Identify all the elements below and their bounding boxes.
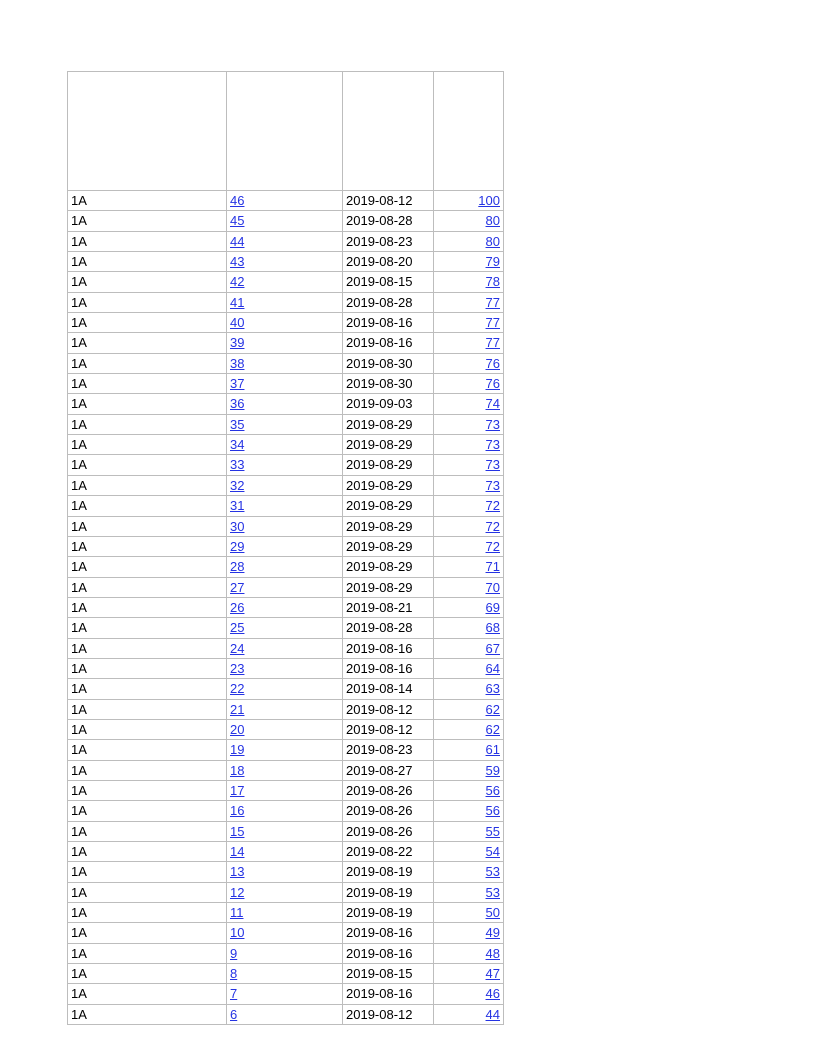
id-cell: [227, 577, 343, 597]
id-link[interactable]: 24: [230, 640, 245, 656]
id-cell: [227, 679, 343, 699]
id-link[interactable]: 31: [230, 498, 245, 514]
group-cell: 1A: [68, 231, 227, 251]
value-cell: [434, 597, 504, 617]
group-cell: 1A: [68, 252, 227, 272]
id-cell: [227, 903, 343, 923]
value-link[interactable]: 61: [485, 742, 500, 758]
date-cell: 2019-08-30: [343, 374, 434, 394]
value-cell: [434, 903, 504, 923]
value-cell: [434, 435, 504, 455]
id-link[interactable]: 9: [230, 945, 238, 961]
value-link[interactable]: 56: [485, 803, 500, 819]
id-link[interactable]: 25: [230, 620, 245, 636]
id-link[interactable]: 6: [230, 1006, 238, 1022]
value-link[interactable]: 80: [485, 213, 500, 229]
value-link[interactable]: 77: [485, 294, 500, 310]
id-link[interactable]: 17: [230, 782, 245, 798]
date-cell: 2019-08-28: [343, 292, 434, 312]
value-link[interactable]: 59: [485, 762, 500, 778]
group-cell: 1A: [68, 333, 227, 353]
group-cell: 1A: [68, 353, 227, 373]
date-cell: 2019-08-26: [343, 780, 434, 800]
value-link[interactable]: 64: [485, 660, 500, 676]
id-link[interactable]: 26: [230, 599, 245, 615]
table-row: [68, 516, 504, 536]
group-cell: 1A: [68, 455, 227, 475]
table-row: [68, 923, 504, 943]
group-cell: 1A: [68, 923, 227, 943]
date-cell: 2019-08-26: [343, 821, 434, 841]
value-cell: [434, 638, 504, 658]
value-link[interactable]: 73: [485, 477, 500, 493]
group-cell: 1A: [68, 496, 227, 516]
value-cell: [434, 516, 504, 536]
table-row: [68, 760, 504, 780]
value-cell: [434, 862, 504, 882]
date-cell: 2019-08-30: [343, 353, 434, 373]
value-cell: [434, 394, 504, 414]
date-cell: 2019-08-16: [343, 658, 434, 678]
id-cell: [227, 821, 343, 841]
value-link[interactable]: 44: [485, 1006, 500, 1022]
date-cell: 2019-08-12: [343, 191, 434, 211]
value-link[interactable]: 49: [485, 925, 500, 941]
date-cell: 2019-08-12: [343, 1004, 434, 1024]
group-cell: 1A: [68, 740, 227, 760]
date-cell: 2019-08-29: [343, 557, 434, 577]
group-cell: 1A: [68, 394, 227, 414]
value-link[interactable]: 50: [485, 905, 500, 921]
date-cell: 2019-08-22: [343, 842, 434, 862]
table-row: [68, 557, 504, 577]
table-header: [68, 72, 504, 191]
id-cell: [227, 191, 343, 211]
id-cell: [227, 760, 343, 780]
id-cell: [227, 780, 343, 800]
value-cell: [434, 252, 504, 272]
value-cell: [434, 211, 504, 231]
id-link[interactable]: 12: [230, 884, 245, 900]
value-cell: [434, 964, 504, 984]
id-link[interactable]: 22: [230, 681, 245, 697]
date-cell: 2019-08-12: [343, 719, 434, 739]
value-link[interactable]: 77: [485, 335, 500, 351]
id-cell: [227, 374, 343, 394]
group-cell: 1A: [68, 475, 227, 495]
date-cell: 2019-08-29: [343, 496, 434, 516]
id-link[interactable]: 46: [230, 193, 245, 208]
table-row: [68, 882, 504, 902]
id-cell: [227, 1004, 343, 1024]
group-cell: 1A: [68, 374, 227, 394]
value-cell: [434, 353, 504, 373]
table-row: [68, 1004, 504, 1024]
table-row: [68, 191, 504, 211]
id-link[interactable]: 8: [230, 966, 238, 982]
header-row: [68, 72, 504, 191]
value-cell: [434, 780, 504, 800]
date-cell: 2019-08-20: [343, 252, 434, 272]
table-row: [68, 862, 504, 882]
id-cell: [227, 496, 343, 516]
id-cell: [227, 882, 343, 902]
table-row: [68, 333, 504, 353]
value-link[interactable]: 73: [485, 457, 500, 473]
group-cell: 1A: [68, 292, 227, 312]
value-link[interactable]: 67: [485, 640, 500, 656]
id-link[interactable]: 43: [230, 254, 245, 270]
id-link[interactable]: 41: [230, 294, 245, 310]
id-cell: [227, 597, 343, 617]
value-cell: [434, 414, 504, 434]
group-cell: 1A: [68, 313, 227, 333]
value-cell: [434, 719, 504, 739]
header-cell-id: [227, 72, 343, 191]
value-cell: [434, 231, 504, 251]
group-cell: 1A: [68, 780, 227, 800]
table-row: [68, 842, 504, 862]
id-link[interactable]: 27: [230, 579, 245, 595]
value-link[interactable]: 62: [485, 721, 500, 737]
date-cell: 2019-08-28: [343, 618, 434, 638]
table-row: [68, 597, 504, 617]
id-cell: [227, 435, 343, 455]
date-cell: 2019-08-26: [343, 801, 434, 821]
value-cell: [434, 475, 504, 495]
value-cell: [434, 618, 504, 638]
value-cell: [434, 984, 504, 1004]
date-cell: 2019-08-29: [343, 516, 434, 536]
group-cell: 1A: [68, 658, 227, 678]
date-cell: 2019-08-29: [343, 577, 434, 597]
table-row: [68, 272, 504, 292]
id-link[interactable]: 11: [230, 905, 244, 921]
table-row: [68, 414, 504, 434]
value-link[interactable]: 55: [485, 823, 500, 839]
table-row: [68, 699, 504, 719]
table-row: [68, 496, 504, 516]
table-row: [68, 801, 504, 821]
value-link[interactable]: 72: [485, 498, 500, 514]
value-cell: [434, 699, 504, 719]
group-cell: 1A: [68, 638, 227, 658]
value-cell: [434, 191, 504, 211]
table-row: [68, 638, 504, 658]
date-cell: 2019-08-23: [343, 740, 434, 760]
value-link[interactable]: 76: [485, 376, 500, 392]
id-cell: [227, 231, 343, 251]
value-link[interactable]: 72: [485, 538, 500, 554]
id-link[interactable]: 38: [230, 355, 245, 371]
id-cell: [227, 292, 343, 312]
table-row: [68, 394, 504, 414]
id-link[interactable]: 45: [230, 213, 245, 229]
date-cell: 2019-08-29: [343, 536, 434, 556]
id-link[interactable]: 37: [230, 376, 245, 392]
value-link[interactable]: 100: [478, 193, 500, 208]
value-link[interactable]: 71: [485, 559, 500, 575]
date-cell: 2019-08-21: [343, 597, 434, 617]
id-link[interactable]: 42: [230, 274, 245, 290]
date-cell: 2019-08-16: [343, 923, 434, 943]
value-cell: [434, 679, 504, 699]
value-link[interactable]: 46: [485, 986, 500, 1002]
table-row: [68, 740, 504, 760]
id-link[interactable]: 14: [230, 844, 245, 859]
value-cell: [434, 801, 504, 821]
value-cell: [434, 557, 504, 577]
value-link[interactable]: 62: [485, 701, 500, 717]
table-row: [68, 374, 504, 394]
id-link[interactable]: 19: [230, 742, 245, 758]
group-cell: 1A: [68, 760, 227, 780]
value-cell: [434, 658, 504, 678]
group-cell: 1A: [68, 943, 227, 963]
id-link[interactable]: 34: [230, 437, 245, 453]
group-cell: 1A: [68, 577, 227, 597]
group-cell: 1A: [68, 516, 227, 536]
value-cell: [434, 740, 504, 760]
id-cell: [227, 252, 343, 272]
table-row: [68, 658, 504, 678]
value-cell: [434, 842, 504, 862]
date-cell: 2019-08-15: [343, 964, 434, 984]
value-cell: [434, 292, 504, 312]
id-link[interactable]: 10: [230, 925, 245, 941]
group-cell: 1A: [68, 557, 227, 577]
date-cell: 2019-08-29: [343, 455, 434, 475]
id-cell: [227, 455, 343, 475]
table-row: [68, 536, 504, 556]
value-link[interactable]: 76: [485, 355, 500, 371]
id-link[interactable]: 39: [230, 335, 245, 351]
table-row: [68, 780, 504, 800]
id-cell: [227, 719, 343, 739]
id-cell: [227, 313, 343, 333]
group-cell: 1A: [68, 882, 227, 902]
table-row: [68, 475, 504, 495]
id-link[interactable]: 30: [230, 518, 245, 534]
date-cell: 2019-08-14: [343, 679, 434, 699]
value-link[interactable]: 54: [485, 844, 500, 859]
value-cell: [434, 496, 504, 516]
value-link[interactable]: 73: [485, 437, 500, 453]
group-cell: 1A: [68, 435, 227, 455]
group-cell: 1A: [68, 597, 227, 617]
id-cell: [227, 984, 343, 1004]
id-link[interactable]: 7: [230, 986, 238, 1002]
value-cell: [434, 577, 504, 597]
date-cell: 2019-08-29: [343, 414, 434, 434]
value-cell: [434, 760, 504, 780]
value-cell: [434, 821, 504, 841]
date-cell: 2019-08-27: [343, 760, 434, 780]
group-cell: 1A: [68, 618, 227, 638]
table-row: [68, 211, 504, 231]
table-row: [68, 231, 504, 251]
date-cell: 2019-08-16: [343, 984, 434, 1004]
id-link[interactable]: 35: [230, 416, 245, 432]
header-cell-group: [68, 72, 227, 191]
value-cell: [434, 333, 504, 353]
table-row: [68, 964, 504, 984]
table-row: [68, 984, 504, 1004]
value-link[interactable]: 78: [485, 274, 500, 290]
id-cell: [227, 842, 343, 862]
value-link[interactable]: 73: [485, 416, 500, 432]
id-cell: [227, 272, 343, 292]
date-cell: 2019-08-16: [343, 333, 434, 353]
value-link[interactable]: 63: [485, 681, 500, 697]
group-cell: 1A: [68, 842, 227, 862]
value-link[interactable]: 48: [485, 945, 500, 961]
id-link[interactable]: 40: [230, 315, 245, 331]
id-cell: [227, 943, 343, 963]
id-link[interactable]: 44: [230, 233, 245, 249]
group-cell: 1A: [68, 719, 227, 739]
table-row: [68, 943, 504, 963]
id-cell: [227, 699, 343, 719]
id-link[interactable]: 23: [230, 660, 245, 676]
table-row: [68, 903, 504, 923]
table-row: [68, 719, 504, 739]
table-row: [68, 577, 504, 597]
table-row: [68, 252, 504, 272]
group-cell: 1A: [68, 536, 227, 556]
value-link[interactable]: 70: [485, 579, 500, 595]
id-cell: [227, 618, 343, 638]
id-cell: [227, 333, 343, 353]
table-row: [68, 292, 504, 312]
value-cell: [434, 923, 504, 943]
value-link[interactable]: 68: [485, 620, 500, 636]
group-cell: 1A: [68, 801, 227, 821]
group-cell: 1A: [68, 211, 227, 231]
value-link[interactable]: 80: [485, 233, 500, 249]
id-cell: [227, 801, 343, 821]
date-cell: 2019-08-19: [343, 862, 434, 882]
table-row: [68, 821, 504, 841]
id-link[interactable]: 16: [230, 803, 245, 819]
id-link[interactable]: 21: [230, 701, 245, 717]
group-cell: 1A: [68, 821, 227, 841]
value-cell: [434, 313, 504, 333]
group-cell: 1A: [68, 679, 227, 699]
group-cell: 1A: [68, 964, 227, 984]
value-cell: [434, 536, 504, 556]
date-cell: 2019-08-19: [343, 882, 434, 902]
id-link[interactable]: 33: [230, 457, 245, 473]
id-cell: [227, 862, 343, 882]
group-cell: 1A: [68, 984, 227, 1004]
table-row: [68, 679, 504, 699]
id-link[interactable]: 18: [230, 762, 245, 778]
date-cell: 2019-08-28: [343, 211, 434, 231]
table-row: [68, 353, 504, 373]
value-cell: [434, 455, 504, 475]
date-cell: 2019-08-19: [343, 903, 434, 923]
id-cell: [227, 923, 343, 943]
value-link[interactable]: 53: [485, 884, 500, 900]
id-cell: [227, 964, 343, 984]
value-link[interactable]: 69: [485, 599, 500, 615]
header-cell-value: [434, 72, 504, 191]
table-row: [68, 313, 504, 333]
date-cell: 2019-08-16: [343, 638, 434, 658]
id-link[interactable]: 15: [230, 823, 245, 839]
date-cell: 2019-08-29: [343, 435, 434, 455]
id-cell: [227, 211, 343, 231]
id-cell: [227, 557, 343, 577]
group-cell: 1A: [68, 414, 227, 434]
id-cell: [227, 414, 343, 434]
value-cell: [434, 272, 504, 292]
date-cell: 2019-08-15: [343, 272, 434, 292]
data-table: [67, 71, 504, 1025]
group-cell: 1A: [68, 191, 227, 211]
value-link[interactable]: 72: [485, 518, 500, 534]
id-link[interactable]: 13: [230, 864, 245, 880]
id-link[interactable]: 20: [230, 721, 245, 737]
date-cell: 2019-08-29: [343, 475, 434, 495]
date-cell: 2019-09-03: [343, 394, 434, 414]
value-link[interactable]: 77: [485, 315, 500, 331]
date-cell: 2019-08-16: [343, 943, 434, 963]
date-cell: 2019-08-12: [343, 699, 434, 719]
table-row: [68, 435, 504, 455]
id-cell: [227, 353, 343, 373]
id-cell: [227, 740, 343, 760]
table-row: [68, 455, 504, 475]
value-link[interactable]: 47: [485, 966, 500, 982]
date-cell: 2019-08-16: [343, 313, 434, 333]
header-cell-date: [343, 72, 434, 191]
id-cell: [227, 536, 343, 556]
group-cell: 1A: [68, 1004, 227, 1024]
value-cell: [434, 1004, 504, 1024]
value-link[interactable]: 79: [485, 254, 500, 270]
id-link[interactable]: 32: [230, 477, 245, 493]
table-body: [68, 191, 504, 1025]
value-cell: [434, 943, 504, 963]
id-cell: [227, 638, 343, 658]
id-link[interactable]: 28: [230, 559, 245, 575]
value-cell: [434, 374, 504, 394]
id-link[interactable]: 36: [230, 396, 245, 412]
group-cell: 1A: [68, 862, 227, 882]
value-cell: [434, 882, 504, 902]
id-cell: [227, 475, 343, 495]
id-cell: [227, 516, 343, 536]
value-link[interactable]: 53: [485, 864, 500, 880]
id-cell: [227, 394, 343, 414]
group-cell: 1A: [68, 903, 227, 923]
id-cell: [227, 658, 343, 678]
group-cell: 1A: [68, 699, 227, 719]
date-cell: 2019-08-23: [343, 231, 434, 251]
table-row: [68, 618, 504, 638]
value-link[interactable]: 56: [485, 782, 500, 798]
id-link[interactable]: 29: [230, 538, 245, 554]
group-cell: 1A: [68, 272, 227, 292]
value-link[interactable]: 74: [485, 396, 500, 412]
